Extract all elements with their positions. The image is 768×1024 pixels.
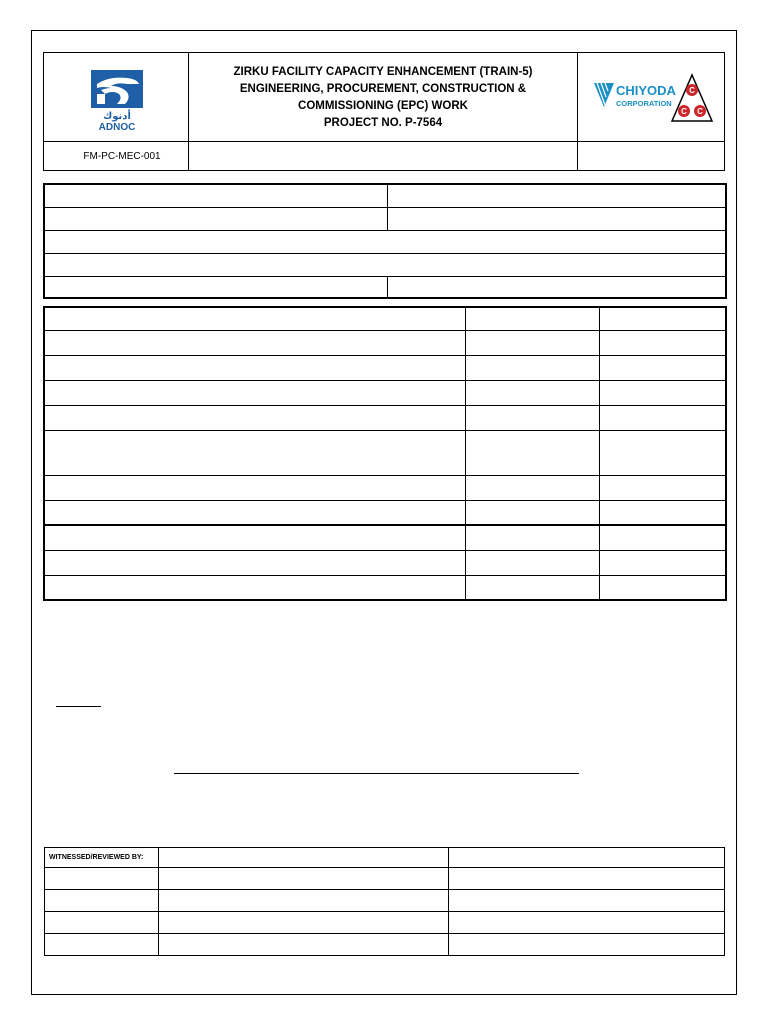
table-cell[interactable] xyxy=(387,207,726,230)
table-row xyxy=(44,475,726,500)
table-cell[interactable] xyxy=(465,525,599,550)
table-row xyxy=(44,207,726,230)
table-cell[interactable] xyxy=(44,430,465,475)
table-cell[interactable] xyxy=(45,912,159,934)
table-row xyxy=(44,525,726,550)
document-header xyxy=(43,52,725,171)
table-cell[interactable] xyxy=(159,934,449,956)
table-row xyxy=(44,575,726,600)
table-cell[interactable] xyxy=(44,230,726,253)
table-cell[interactable] xyxy=(159,868,449,890)
table-cell[interactable] xyxy=(449,868,725,890)
table-cell[interactable] xyxy=(45,890,159,912)
table-cell[interactable] xyxy=(45,868,159,890)
table-cell[interactable] xyxy=(599,475,726,500)
chiyoda-logo-cell xyxy=(578,53,725,142)
table-cell[interactable] xyxy=(44,500,465,525)
table-cell[interactable] xyxy=(465,500,599,525)
table-row xyxy=(44,380,726,405)
project-title-line: ENGINEERING, PROCUREMENT, CONSTRUCTION & xyxy=(239,83,527,95)
table-cell[interactable] xyxy=(44,550,465,575)
svg-text:CORPORATION: CORPORATION xyxy=(616,99,672,108)
note-heading-underline xyxy=(56,706,101,707)
table-cell[interactable] xyxy=(159,890,449,912)
table-cell[interactable] xyxy=(44,405,465,430)
table-cell[interactable] xyxy=(465,575,599,600)
table-row xyxy=(45,912,725,934)
form-title-cell xyxy=(189,142,578,171)
table-cell[interactable] xyxy=(44,525,465,550)
table-cell[interactable] xyxy=(44,475,465,500)
table-cell[interactable] xyxy=(44,184,387,207)
project-title-line: ZIRKU FACILITY CAPACITY ENHANCEMENT (TRAIN-5) xyxy=(233,66,533,78)
table-cell[interactable] xyxy=(599,550,726,575)
table-row xyxy=(44,500,726,525)
table-row xyxy=(45,868,725,890)
table-cell[interactable] xyxy=(449,934,725,956)
project-title xyxy=(234,62,533,132)
table-cell[interactable] xyxy=(449,848,725,868)
table-row xyxy=(44,184,726,207)
table-cell[interactable] xyxy=(465,307,599,330)
form-code-cell xyxy=(44,142,189,171)
table-row xyxy=(45,890,725,912)
project-title-line: COMMISSIONING (EPC) WORK xyxy=(298,100,468,112)
table-row xyxy=(44,330,726,355)
witness-table xyxy=(44,847,725,956)
svg-text:C: C xyxy=(697,107,703,116)
table-row xyxy=(44,276,726,298)
table-row xyxy=(44,307,726,330)
table-cell[interactable] xyxy=(465,355,599,380)
svg-text:ADNOC: ADNOC xyxy=(98,122,136,132)
table-cell[interactable] xyxy=(599,380,726,405)
table-cell[interactable] xyxy=(599,330,726,355)
witness-header-label: WITNESSED/REVIEWED BY: xyxy=(45,848,159,868)
table-cell[interactable] xyxy=(465,430,599,475)
table-cell[interactable] xyxy=(44,276,387,298)
table-cell[interactable] xyxy=(465,405,599,430)
table-cell[interactable] xyxy=(159,848,449,868)
table-cell[interactable] xyxy=(44,253,726,276)
table-row xyxy=(44,230,726,253)
revision-cell xyxy=(578,142,725,171)
table-row xyxy=(45,934,725,956)
svg-text:C: C xyxy=(681,107,687,116)
table-cell[interactable] xyxy=(44,307,465,330)
table-row xyxy=(44,430,726,475)
table-cell[interactable] xyxy=(44,330,465,355)
adnoc-logo-cell xyxy=(44,53,189,142)
table-cell[interactable] xyxy=(449,890,725,912)
table-cell[interactable] xyxy=(449,912,725,934)
project-title-cell xyxy=(189,53,578,142)
table-cell[interactable] xyxy=(599,575,726,600)
table-cell[interactable] xyxy=(599,500,726,525)
table-row xyxy=(44,405,726,430)
table-cell[interactable] xyxy=(599,430,726,475)
adnoc-logo xyxy=(87,70,147,132)
form-code: FM-PC-MEC-001 xyxy=(83,151,161,162)
checklist-table xyxy=(43,306,727,601)
svg-text:أدنوك: أدنوك xyxy=(103,111,131,122)
table-cell[interactable] xyxy=(465,330,599,355)
table-row xyxy=(44,253,726,276)
signature-line xyxy=(174,773,579,774)
table-cell[interactable] xyxy=(387,276,726,298)
table-row xyxy=(44,550,726,575)
table-cell[interactable] xyxy=(387,184,726,207)
table-cell[interactable] xyxy=(159,912,449,934)
table-cell[interactable] xyxy=(44,355,465,380)
table-cell[interactable] xyxy=(599,307,726,330)
svg-text:CHIYODA: CHIYODA xyxy=(616,83,676,98)
table-cell[interactable] xyxy=(599,525,726,550)
chiyoda-logo xyxy=(592,73,714,125)
table-row xyxy=(44,355,726,380)
svg-text:C: C xyxy=(689,86,695,95)
table-cell[interactable] xyxy=(45,934,159,956)
info-table xyxy=(43,183,727,299)
table-cell[interactable] xyxy=(44,207,387,230)
table-cell[interactable] xyxy=(465,550,599,575)
table-cell[interactable] xyxy=(44,575,465,600)
table-cell[interactable] xyxy=(465,380,599,405)
table-cell[interactable] xyxy=(465,475,599,500)
table-cell[interactable] xyxy=(599,355,726,380)
table-row xyxy=(45,848,725,868)
table-cell[interactable] xyxy=(44,380,465,405)
table-cell[interactable] xyxy=(599,405,726,430)
project-number: PROJECT NO. P-7564 xyxy=(323,117,443,129)
